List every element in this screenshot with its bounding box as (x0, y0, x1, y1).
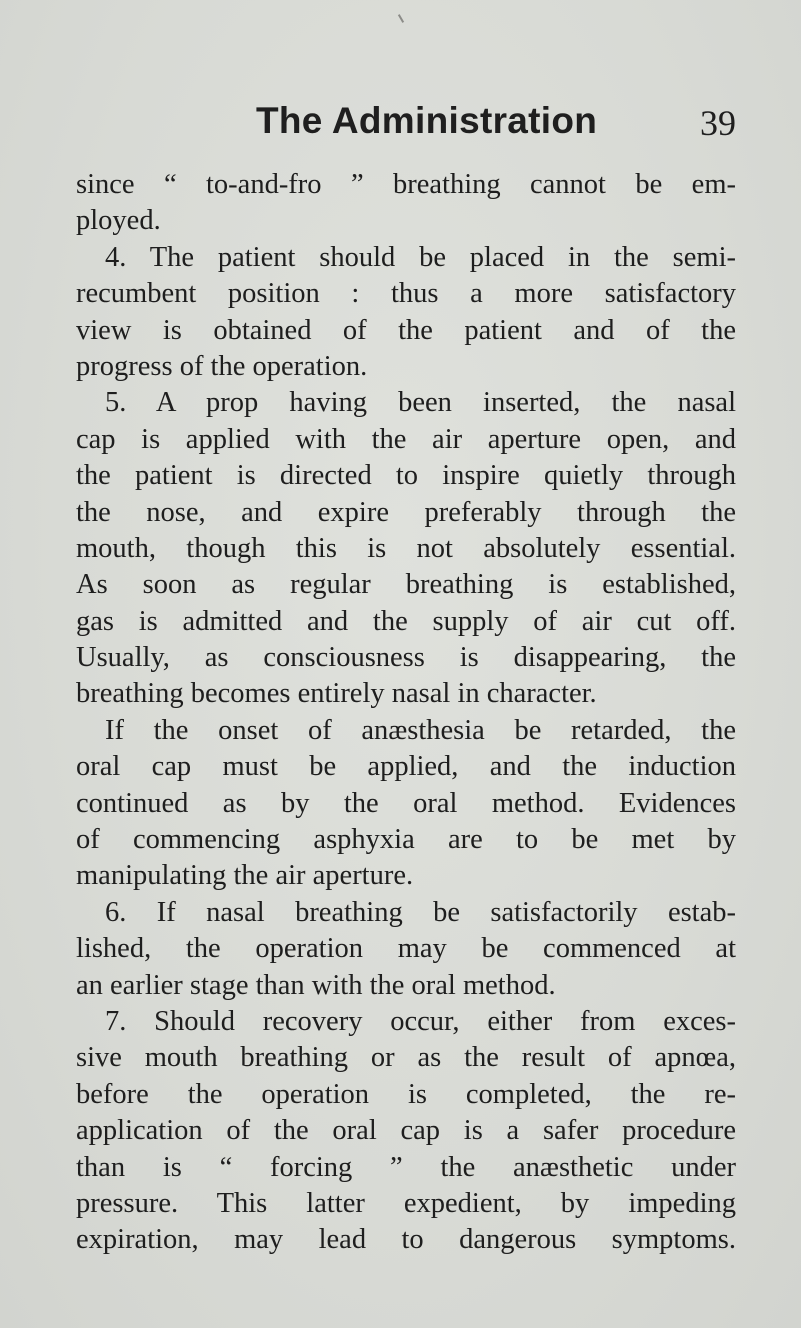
text-line: gas is admitted and the supply of air cut off. (76, 605, 736, 637)
text-line: view is obtained of the patient and of the (76, 314, 736, 346)
text-line: ployed. (76, 205, 161, 237)
page-number: 39 (700, 103, 736, 143)
text-line: sive mouth breathing or as the result of apnœa, (76, 1042, 736, 1074)
text-line: If the onset of anæsthesia be retarded, the (105, 714, 736, 746)
text-line: of commencing asphyxia are to be met by (76, 824, 736, 856)
text-line: an earlier stage than with the oral method. (76, 969, 556, 1001)
text-line: breathing becomes entirely nasal in character. (76, 678, 597, 710)
text-line: pressure. This latter expedient, by impeding (76, 1187, 736, 1219)
text-line: since “ to-and-fro ” breathing cannot be em- (76, 169, 736, 200)
text-line: oral cap must be applied, and the induction (76, 751, 736, 783)
text-line: mouth, though this is not absolutely essential. (76, 532, 736, 564)
text-line: expiration, may lead to dangerous symptoms. (76, 1224, 736, 1256)
text-line: progress of the operation. (76, 350, 368, 382)
text-line: 5. A prop having been inserted, the nasal (105, 387, 736, 419)
text-line: application of the oral cap is a safer procedure (76, 1115, 736, 1147)
running-title: The Administration (256, 100, 598, 141)
text-line: continued as by the oral method. Evidences (76, 787, 736, 819)
text-line: than is “ forcing ” the anæsthetic under (76, 1151, 736, 1183)
paper-speck (398, 14, 404, 23)
text-line: before the operation is completed, the re- (76, 1078, 736, 1110)
text-line: the patient is directed to inspire quietly through (76, 460, 736, 492)
text-line: manipulating the air aperture. (76, 860, 414, 892)
text-line: cap is applied with the air aperture open, and (76, 423, 736, 455)
text-line: 7. Should recovery occur, either from exces- (105, 1005, 736, 1037)
text-line: the nose, and expire preferably through the (76, 496, 736, 528)
running-header (76, 100, 736, 150)
text-line: 6. If nasal breathing be satisfactorily estab- (105, 896, 736, 928)
text-line: As soon as regular breathing is established, (76, 569, 736, 601)
text-line: Usually, as consciousness is disappearing, the (76, 642, 736, 674)
text-line: recumbent position : thus a more satisfactory (76, 278, 736, 310)
body-text (76, 167, 736, 1259)
text-line: lished, the operation may be commenced at (76, 933, 736, 965)
text-line: 4. The patient should be placed in the semi- (105, 241, 736, 273)
